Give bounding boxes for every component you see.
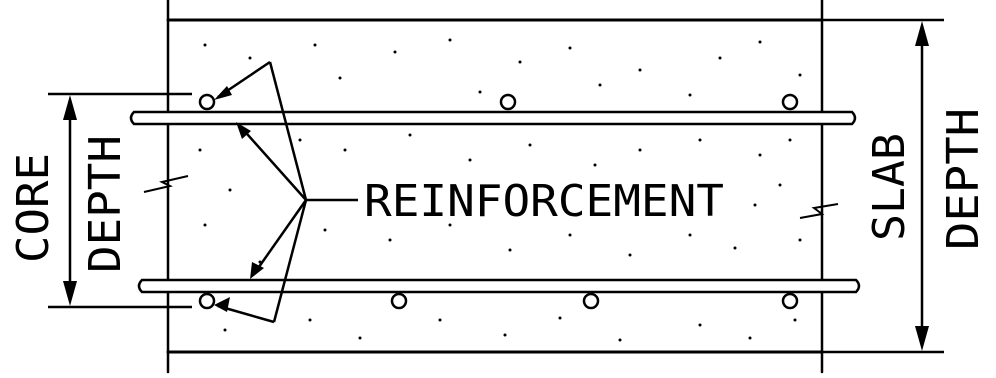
core-depth-label: DEPTH [80, 140, 131, 273]
transverse-bar-bottom-4 [783, 294, 797, 308]
transverse-bar-bottom-1 [200, 294, 214, 308]
transverse-bar-top-1 [200, 95, 214, 109]
transverse-bar-bottom-2 [392, 294, 406, 308]
leader-line-5 [274, 200, 306, 322]
reinforcement-label: REINFORCEMENT [364, 176, 724, 227]
transverse-bar-top-2 [501, 95, 515, 109]
core-arrow-bottom [63, 281, 77, 306]
slab-arrow-bottom [915, 326, 929, 351]
core-label: CORE [8, 157, 59, 263]
transverse-bar-top-3 [783, 95, 797, 109]
slab-depth-label: DEPTH [938, 117, 989, 250]
core-arrow-top [63, 95, 77, 120]
slab-label: SLAB [864, 135, 915, 241]
right-break-line [800, 204, 838, 218]
left-break-line [144, 176, 188, 192]
bottom-reinforcement-bar [139, 280, 859, 292]
leader-line-4 [254, 200, 306, 274]
transverse-bar-bottom-3 [584, 294, 598, 308]
slab-arrow-top [915, 21, 929, 46]
top-reinforcement-bar [131, 112, 855, 124]
